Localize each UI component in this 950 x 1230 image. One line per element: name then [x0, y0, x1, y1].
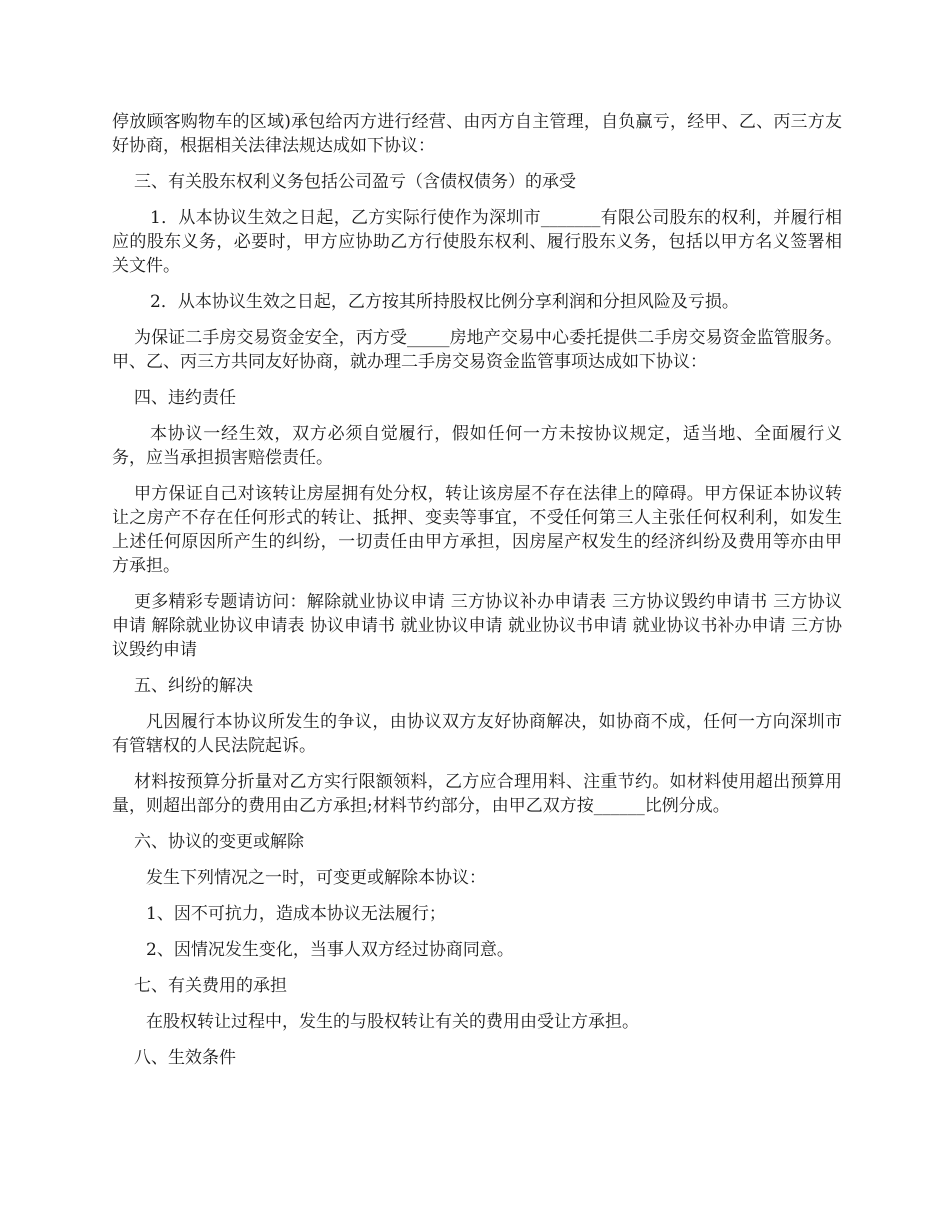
clause-6-1: 1、因不可抗力，造成本协议无法履行； — [146, 904, 446, 924]
paragraph-intro: 停放顾客购物车的区域)承包给丙方进行经营、由丙方自主管理，自负赢亏，经甲、乙、丙三方友好协商，根据相关法律法规达成如下协议： — [112, 112, 842, 156]
section-heading-6: 六、协议的变更或解除 — [134, 832, 304, 852]
paragraph-fees: 在股权转让过程中，发生的与股权转让有关的费用由受让方承担。 — [146, 1012, 639, 1032]
section-heading-7: 七、有关费用的承担 — [134, 976, 287, 996]
paragraph-guarantee: 甲方保证自己对该转让房屋拥有处分权，转让该房屋不存在法律上的障碍。甲方保证本协议转让之房产不存在任何形式的转让、抵押、变卖等事宜，不受任何第三人主张任何权利利，如发生上述任何原因所产生的纠纷，一切责任由甲方承担，因房屋产权发生的经济纠纷及费用等亦由甲方承担。 — [112, 484, 842, 576]
section-heading-8: 八、生效条件 — [134, 1048, 236, 1068]
paragraph-change-conditions: 发生下列情况之一时，可变更或解除本协议： — [146, 868, 486, 888]
section-heading-5: 五、纠纷的解决 — [134, 676, 253, 696]
paragraph-escrow: 为保证二手房交易资金安全，丙方受_____房地产交易中心委托提供二手房交易资金监管服务。甲、乙、丙三方共同友好协商，就办理二手房交易资金监管事项达成如下协议： — [112, 328, 842, 372]
paragraph-materials: 材料按预算分折量对乙方实行限额领料，乙方应合理用料、注重节约。如材料使用超出预算用量，则超出部分的费用由乙方承担;材料节约部分，由甲乙双方按______比例分成。 — [112, 772, 842, 816]
paragraph-dispute: 凡因履行本协议所发生的争议，由协议双方友好协商解决，如协商不成，任何一方向深圳市有管辖权的人民法院起诉。 — [112, 712, 842, 756]
section-heading-4: 四、违约责任 — [134, 388, 236, 408]
clause-3-2: 2．从本协议生效之日起，乙方按其所持股权比例分享利润和分担风险及亏损。 — [150, 292, 739, 312]
document-page — [112, 110, 842, 1082]
paragraph-breach: 本协议一经生效，双方必须自觉履行，假如任何一方未按协议规定，适当地、全面履行义务，应当承担损害赔偿责任。 — [112, 424, 842, 468]
section-heading-3: 三、有关股东权利义务包括公司盈亏（含债权债务）的承受 — [134, 172, 576, 192]
clause-6-2: 2、因情况发生变化，当事人双方经过协商同意。 — [146, 940, 514, 960]
clause-3-1: 1．从本协议生效之日起，乙方实际行使作为深圳市_______有限公司股东的权利，并履行相应的股东义务，必要时，甲方应协助乙方行使股东权利、履行股东义务，包括以甲方名义签署相关文件。 — [112, 208, 842, 276]
paragraph-more-topics: 更多精彩专题请访问：解除就业协议申请 三方协议补办申请表 三方协议毁约申请书 三方协议申请 解除就业协议申请表 协议申请书 就业协议申请 就业协议书申请 就业协议书补办申请 三方协议毁约申请 — [112, 592, 842, 660]
